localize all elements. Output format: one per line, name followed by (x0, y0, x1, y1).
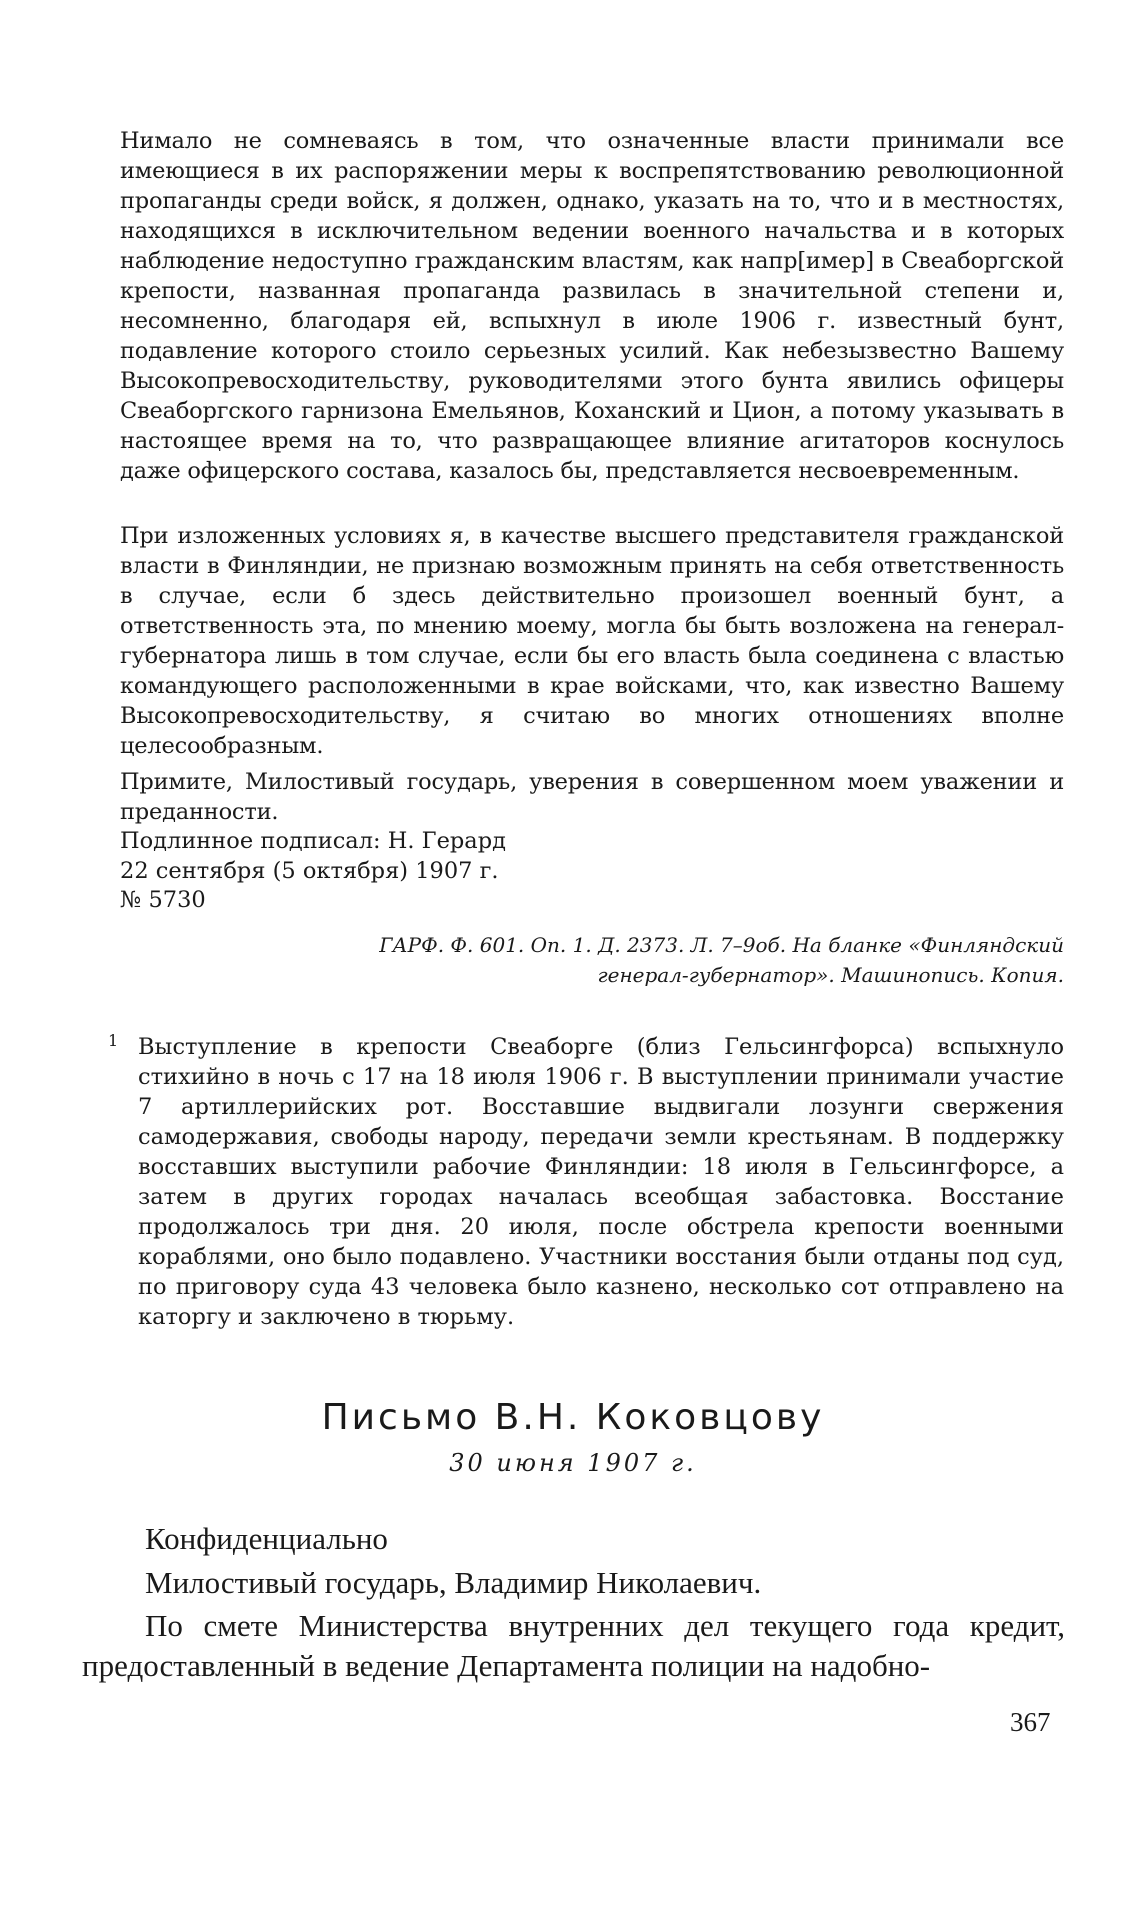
letter-body-start: По смете Министерства внутренних дел текущего года кредит, предоставленный в ведение Департамента полиции на надобно- (82, 1608, 1065, 1683)
second-paragraph-block (120, 521, 1064, 761)
letter-date: 22 сентября (5 октября) 1907 г. (120, 858, 499, 884)
footnote (108, 1032, 1064, 1332)
page-number: 367 (1010, 1707, 1051, 1737)
footnote-text (108, 1032, 1064, 1332)
letter-heading-date: 30 июня 1907 г. (449, 1449, 697, 1477)
letter-title: Письмо В.Н. Коковцову (321, 1397, 825, 1438)
intro-paragraph: Нимало не сомневаясь в том, что означенные власти принимали все имеющиеся в их распоряжении меры к воспрепятствованию революционной пропаганды среди войск, я должен, однако, указать на то, что и в местностях, находящихся в исключительном ведении военного начальства и в которых наблюдение недоступно гражданским властям, как напр[имер] в Свеаборгской крепости, названная пропаганда развилась в значительной степени и, несомненно, благодаря ей, вспыхнул в июле 1906 г. известный бунт, подавление которого стоило серьезных усилий. Как небезызвестно Вашему Высокопревосходительству, руководителями этого бунта явились офицеры Свеаборгского гарнизона Емельянов, Коханский и Цион, а потому указывать в настоящее время на то, что развращающее влияние агитаторов коснулось даже офицерского состава, казалось бы, представляется несвоевременным. (120, 128, 1064, 484)
salutation: Милостивый государь, Владимир Николаевич. (145, 1565, 762, 1600)
closing-paragraph-block (120, 767, 1064, 827)
letter-number: № 5730 (120, 887, 206, 913)
signature-line: Подлинное подписал: Н. Герард (120, 828, 506, 854)
closing-paragraph: Примите, Милостивый государь, уверения в совершенном моем уважении и преданности. (120, 769, 1064, 825)
footnote-marker: 1 (108, 1031, 119, 1050)
archive-reference (300, 930, 1064, 990)
second-paragraph: При изложенных условиях я, в качестве высшего представителя гражданской власти в Финляндии, не признаю возможным принять на себя ответственность в случае, если б здесь действительно произошел военный бунт, а ответственность эта, по мнению моему, могла бы быть возложена на генерал-губернатора лишь в том случае, если бы его власть была соединена с властью командующего расположенными в крае войсками, что, как известно Вашему Высокопревосходительству, я считаю во многих отношениях вполне целесообразным. (120, 523, 1064, 759)
archive-reference-line-2: генерал-губернатор». Машинопись. Копия. (597, 963, 1064, 987)
footnote-text-body: Выступление в крепости Свеаборге (близ Гельсингфорса) вспыхнуло стихийно в ночь с 17 на 18 июля 1906 г. В выступлении принимали участие 7 артиллерийских рот. Восставшие выдвигали лозунги свержения самодержавия, свободы народу, передачи земли крестьянам. В поддержку восставших выступили рабочие Финляндии: 18 июля в Гельсингфорсе, а затем в других городах началась всеобщая забастовка. Восстание продолжалось три дня. 20 июля, после обстрела крепости военными кораблями, оно было подавлено. Участники восстания были отданы под суд, по приговору суда 43 человека было казнено, несколько сот отправлено на каторгу и заключено в тюрьму. (138, 1034, 1064, 1330)
intro-paragraph-block (120, 126, 1064, 486)
archive-reference-line-1: ГАРФ. Ф. 601. Оп. 1. Д. 2373. Л. 7–9об. На бланке «Финляндский (379, 933, 1064, 957)
confidential-label: Конфиденциально (145, 1521, 388, 1556)
